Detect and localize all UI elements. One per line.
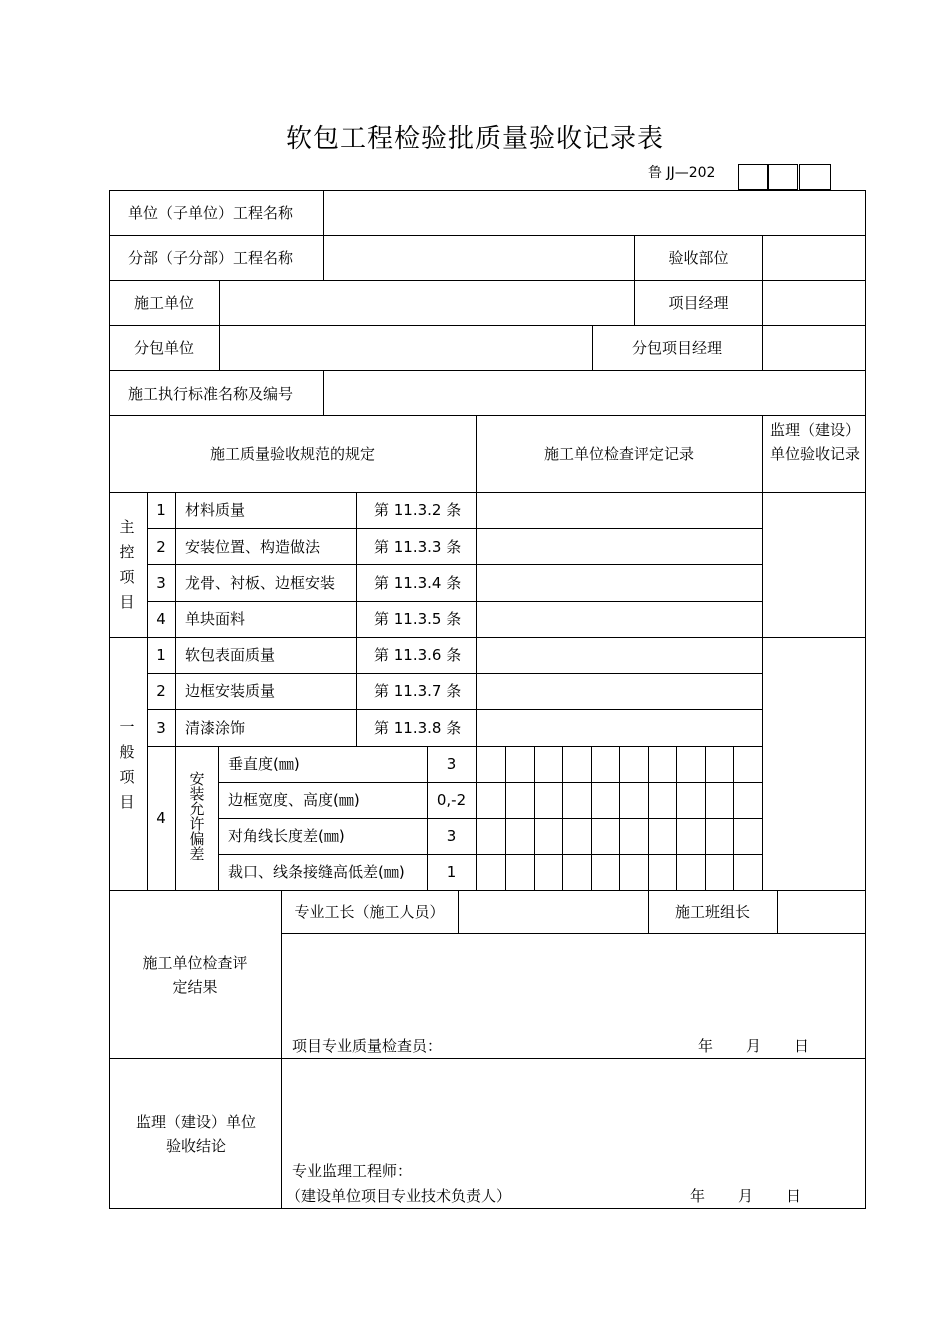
col-divider: [356, 492, 357, 746]
result-label: 施工单位检查评定结果: [142, 954, 248, 996]
item-row-divider: [218, 782, 763, 783]
deviation-name: 对角线长度差(㎜): [228, 827, 345, 845]
item-row-divider: [147, 746, 763, 747]
col-divider: [762, 415, 763, 890]
deviation-name: 裁口、线条接缝高低差(㎜): [228, 863, 405, 881]
col-divider: [777, 890, 778, 933]
item-row-divider: [218, 818, 763, 819]
main-item-name: 龙骨、衬板、边框安装: [185, 574, 336, 592]
main-item-clause: 第 11.3.4 条: [374, 574, 462, 592]
general-item-name: 清漆涂饰: [185, 719, 246, 737]
main-item-name: 单块面料: [185, 610, 246, 628]
main-item-clause: 第 11.3.3 条: [374, 538, 462, 556]
project-manager-label: 项目经理: [668, 294, 729, 312]
general-item-name: 软包表面质量: [185, 646, 276, 664]
col-divider: [218, 746, 219, 890]
main-item-name: 安装位置、构造做法: [185, 538, 321, 556]
measure-col: [705, 746, 706, 890]
form-code-box: [799, 164, 831, 190]
col-divider: [281, 890, 282, 1209]
deviation-value: 0,-2: [436, 791, 467, 809]
main-item-no: 2: [156, 538, 166, 556]
col-divider: [175, 492, 176, 890]
main-item-no: 1: [156, 501, 166, 519]
team-leader-label: 施工班组长: [674, 903, 750, 921]
item-row-divider: [147, 673, 763, 674]
col-divider: [476, 415, 477, 890]
general-item-no: 2: [156, 682, 166, 700]
contractor-label: 施工单位: [133, 294, 194, 312]
foreman-label: 专业工长（施工人员）: [294, 903, 445, 921]
form-code-box: [738, 164, 768, 190]
general-items-group-label: 一般项目: [119, 718, 135, 811]
acceptance-part-label: 验收部位: [668, 249, 729, 267]
row-divider: [109, 280, 866, 281]
supervisor-record-header: 监理（建设）单位验收记录: [770, 421, 861, 463]
contractor-record-header: 施工单位检查评定记录: [543, 445, 694, 463]
deviation-name: 垂直度(㎜): [228, 755, 300, 773]
row-divider: [109, 890, 866, 891]
col-divider: [323, 190, 324, 280]
measure-col: [619, 746, 620, 890]
spec-column-header: 施工质量验收规范的规定: [209, 445, 375, 463]
general-item-clause: 第 11.3.6 条: [374, 646, 462, 664]
deviation-item-no: 4: [156, 809, 166, 827]
measure-col: [648, 746, 649, 890]
deviation-value: 3: [446, 827, 457, 845]
row-divider: [109, 637, 866, 638]
deviation-value: 1: [446, 863, 457, 881]
col-divider: [323, 370, 324, 415]
deviation-group-label: 安装允许偏差: [189, 770, 205, 863]
item-row-divider: [147, 564, 763, 565]
item-row-divider: [147, 601, 763, 602]
row-divider: [109, 325, 866, 326]
form-code: 鲁 JJ—202: [648, 165, 716, 181]
col-divider: [219, 280, 220, 370]
general-item-clause: 第 11.3.8 条: [374, 719, 462, 737]
result-day: 日: [794, 1037, 810, 1055]
item-row-divider: [147, 528, 763, 529]
engineer-label: 专业监理工程师：: [292, 1162, 413, 1180]
page-title: 软包工程检验批质量验收记录表: [285, 124, 664, 154]
conclusion-month: 月: [738, 1187, 754, 1205]
general-item-no: 3: [156, 719, 166, 737]
item-row-divider: [147, 709, 763, 710]
conclusion-label: 监理（建设）单位验收结论: [135, 1113, 256, 1155]
row-divider: [109, 1058, 866, 1059]
result-month: 月: [746, 1037, 762, 1055]
measure-col: [562, 746, 563, 890]
measure-col: [733, 746, 734, 890]
deviation-name: 边框宽度、高度(㎜): [228, 791, 360, 809]
main-items-group-label: 主控项目: [119, 518, 135, 611]
measure-col: [505, 746, 506, 890]
col-divider: [458, 890, 459, 933]
form-code-box: [768, 164, 798, 190]
main-item-clause: 第 11.3.5 条: [374, 610, 462, 628]
general-item-name: 边框安装质量: [185, 682, 276, 700]
item-row-divider: [218, 854, 763, 855]
general-item-no: 1: [156, 646, 166, 664]
measure-col: [534, 746, 535, 890]
conclusion-year: 年: [690, 1187, 706, 1205]
deviation-value: 3: [446, 755, 457, 773]
row-divider: [109, 492, 866, 493]
main-item-no: 3: [156, 574, 166, 592]
project-name-label: 单位（子单位）工程名称: [128, 204, 294, 222]
result-year: 年: [698, 1037, 714, 1055]
conclusion-day: 日: [786, 1187, 802, 1205]
sub-project-manager-label: 分包项目经理: [631, 339, 722, 357]
measure-col: [676, 746, 677, 890]
owner-label: （建设单位项目专业技术负责人）: [286, 1187, 512, 1205]
measure-col: [591, 746, 592, 890]
inspector-label: 项目专业质量检查员：: [292, 1037, 443, 1055]
standard-label: 施工执行标准名称及编号: [128, 385, 294, 403]
row-divider: [109, 235, 866, 236]
main-item-clause: 第 11.3.2 条: [374, 501, 462, 519]
result-row-divider: [281, 933, 866, 934]
main-item-name: 材料质量: [185, 501, 246, 519]
subcontractor-label: 分包单位: [133, 339, 194, 357]
general-item-clause: 第 11.3.7 条: [374, 682, 462, 700]
row-divider: [109, 415, 866, 416]
sub-project-label: 分部（子分部）工程名称: [128, 249, 294, 267]
main-item-no: 4: [156, 610, 166, 628]
row-divider: [109, 370, 866, 371]
col-divider: [762, 235, 763, 370]
